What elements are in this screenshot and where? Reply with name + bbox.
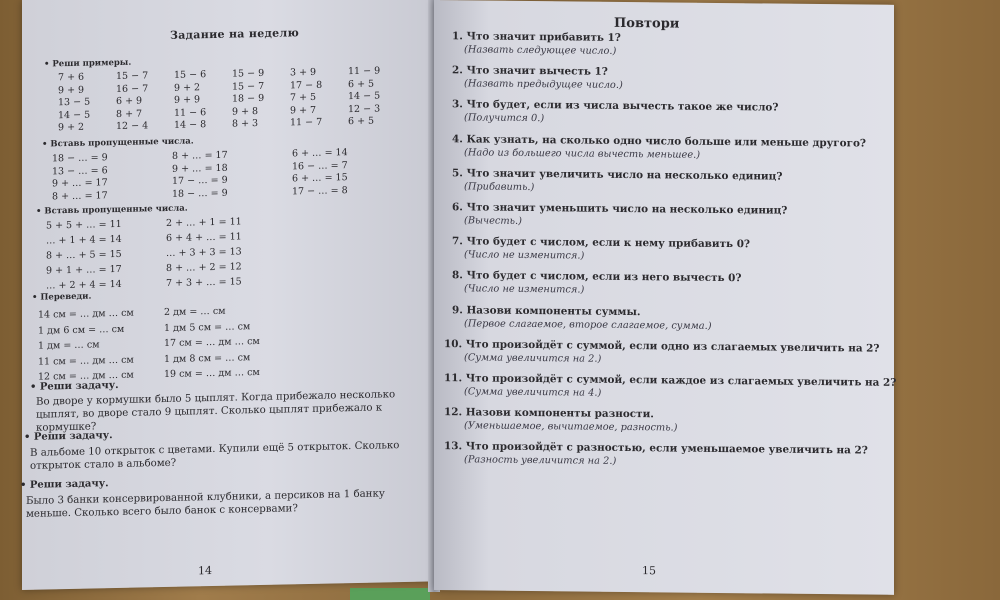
exercise-item: 18 − 9: [232, 92, 265, 105]
exercise-item: 5 + 5 + … = 11: [46, 218, 122, 232]
exercise-item: 14 − 5: [58, 109, 91, 121]
answer-text: (Первое слагаемое, второе слагаемое, сумма.): [464, 317, 712, 332]
question-text: 3. Что будет, если из числа вычесть такое же число?: [452, 98, 779, 114]
exercise-item: 6 + 9: [116, 95, 143, 108]
problem-1-heading: • Реши задачу.: [30, 380, 119, 393]
question-text: 8. Что будет с числом, если из него вычесть 0?: [452, 269, 742, 285]
question-text: 10. Что произойдёт с суммой, если одно из слагаемых увеличить на 2?: [444, 337, 880, 355]
book-cover-edge: [350, 588, 430, 600]
answer-text: (Число не изменится.): [464, 249, 585, 262]
question-text: 11. Что произойдёт с суммой, если каждое из слагаемых увеличить на 2?: [444, 372, 897, 389]
exercise-item: 2 + … + 1 = 11: [166, 216, 242, 229]
exercise-item: 16 − … = 7: [292, 159, 348, 172]
exercise-item: 9 + 9: [174, 94, 201, 106]
exercise-item: 9 + 2: [174, 81, 201, 94]
problem-3-text: Было 3 банки консервированной клубники, а персиков на 1 банку меньше. Сколько всего было банок с консервами?: [26, 488, 385, 520]
exercise-item: 9 + 9: [58, 84, 85, 96]
exercise-item: 14 − 5: [348, 90, 381, 103]
question-text: 1. Что значит прибавить 1?: [452, 30, 621, 44]
exercise-item: 9 + 8: [232, 105, 259, 118]
exercise-item: 6 + … = 14: [292, 147, 348, 160]
exercise-item: 1 дм 6 см = … см: [38, 323, 125, 337]
exercise-item: 3 + 9: [290, 66, 317, 79]
exercise-item: 11 − 9: [348, 65, 381, 78]
exercise-item: 15 − 7: [232, 80, 265, 93]
question-text: 6. Что значит уменьшить число на несколько единиц?: [452, 201, 788, 217]
exercise-item: 15 − 9: [232, 67, 265, 80]
exercise-item: 8 + … + 2 = 12: [166, 261, 242, 274]
problem-3-heading: • Реши задачу.: [20, 478, 109, 491]
exercise-item: 1 дм 5 см = … см: [164, 320, 251, 334]
exercise-item: … + 1 + 4 = 14: [46, 233, 122, 247]
exercise-item: 11 − 6: [174, 106, 207, 119]
page-number: 15: [642, 564, 656, 578]
right-page: [434, 0, 897, 595]
exercise-item: 7 + 5: [290, 91, 317, 104]
exercise-item: 11 − 7: [290, 116, 323, 129]
exercise-item: 9 + … = 18: [172, 162, 228, 175]
question-text: 12. Назови компоненты разности.: [444, 406, 654, 421]
answer-text: (Число не изменится.): [464, 283, 585, 296]
question-text: 9. Назови компоненты суммы.: [452, 303, 641, 318]
exercise-item: 17 − … = 9: [172, 174, 228, 187]
problem-2-heading: • Реши задачу.: [24, 430, 113, 443]
question-text: 5. Что значит увеличить число на несколько единиц?: [452, 166, 783, 183]
answer-text: (Сумма увеличится на 2.): [464, 352, 602, 365]
exercise-item: 6 + … = 15: [292, 172, 348, 185]
exercise-item: 17 − … = 8: [292, 184, 348, 197]
page-number: 14: [198, 564, 212, 578]
exercise-item: 17 см = … дм … см: [164, 336, 260, 350]
exercise-item: 15 − 7: [116, 70, 149, 83]
answer-text: (Разность увеличится на 2.): [464, 454, 617, 468]
section-heading-missing-1: • Вставь пропущенные числа.: [42, 136, 194, 149]
exercise-item: 18 − … = 9: [52, 152, 108, 165]
answer-text: (Уменьшаемое, вычитаемое, разность.): [464, 420, 678, 434]
exercise-item: 6 + 4 + … = 11: [166, 231, 242, 244]
exercise-item: 7 + 3 + … = 15: [166, 276, 242, 289]
exercise-item: 9 + 2: [58, 121, 85, 134]
exercise-item: 11 см = … дм … см: [38, 354, 134, 368]
exercise-item: 12 − 3: [348, 102, 381, 115]
exercise-item: 8 + 3: [232, 118, 259, 130]
left-page: [22, 0, 434, 590]
exercise-item: 13 − 5: [58, 96, 91, 109]
answer-text: (Получится 0.): [464, 112, 545, 125]
answer-text: (Вычесть.): [464, 215, 522, 227]
question-text: 13. Что произойдёт с разностью, если уменьшаемое увеличить на 2?: [444, 440, 868, 457]
exercise-item: 1 дм = … см: [38, 339, 100, 352]
question-text: 2. Что значит вычесть 1?: [452, 64, 608, 79]
exercise-item: 9 + … = 17: [52, 177, 108, 190]
section-heading-missing-2: • Вставь пропущенные числа.: [36, 204, 188, 217]
exercise-item: 18 − … = 9: [172, 187, 228, 200]
exercise-item: 8 + … = 17: [172, 149, 228, 162]
page-title: Повтори: [614, 15, 680, 32]
problem-2-text: В альбоме 10 открыток с цветами. Купили ещё 5 открыток. Сколько открыток стало в альбоме?: [30, 440, 400, 472]
exercise-item: 15 − 6: [174, 69, 207, 81]
problem-1-text: Во дворе у кормушки было 5 цыплят. Когда прибежало несколько цыплят, во дворе стало 9 цыплят. Сколько цыплят прибежало к кормушке?: [36, 389, 396, 434]
answer-text: (Назвать предыдущее число.): [464, 78, 623, 92]
exercise-item: 8 + … = 17: [52, 189, 108, 202]
exercise-item: … + 3 + 3 = 13: [166, 246, 242, 259]
exercise-item: 9 + 1 + … = 17: [46, 263, 122, 277]
section-heading-convert: • Переведи.: [32, 292, 91, 303]
exercise-item: 14 − 8: [174, 119, 207, 131]
answer-text: (Надо из большего числа вычесть меньшее.): [464, 146, 701, 161]
question-text: 7. Что будет с числом, если к нему прибавить 0?: [452, 235, 751, 251]
exercise-item: 16 − 7: [116, 82, 149, 95]
exercise-item: 13 − … = 6: [52, 164, 108, 177]
exercise-item: 12 − 4: [116, 120, 149, 133]
exercise-item: 17 − 8: [290, 79, 323, 91]
exercise-item: 14 см = … дм … см: [38, 307, 134, 321]
exercise-item: 6 + 5: [348, 115, 375, 128]
exercise-item: 12 см = … дм … см: [38, 369, 134, 383]
section-heading-examples: • Реши примеры.: [44, 58, 131, 70]
answer-text: (Прибавить.): [464, 181, 535, 193]
question-text: 4. Как узнать, на сколько одно число больше или меньше другого?: [452, 132, 866, 150]
exercise-item: 2 дм = … см: [164, 305, 226, 319]
answer-text: (Назвать следующее число.): [464, 44, 617, 57]
answer-text: (Сумма увеличится на 4.): [464, 386, 602, 399]
page-title: Задание на неделю: [170, 26, 300, 42]
exercise-item: 8 + 7: [116, 107, 143, 120]
exercise-item: 6 + 5: [348, 78, 375, 90]
exercise-item: 8 + … + 5 = 15: [46, 248, 122, 262]
exercise-item: 19 см = … дм … см: [164, 367, 260, 381]
exercise-item: 9 + 7: [290, 104, 317, 116]
exercise-item: 7 + 6: [58, 71, 85, 84]
exercise-item: … + 2 + 4 = 14: [46, 278, 122, 292]
exercise-item: 1 дм 8 см = … см: [164, 351, 251, 365]
